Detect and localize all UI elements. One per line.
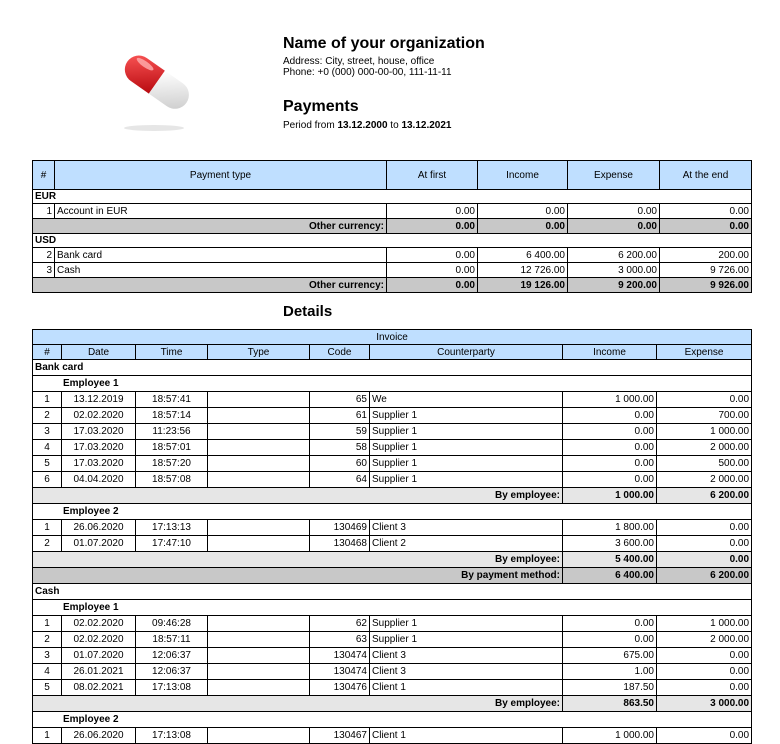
- summary-col-number: #: [33, 161, 55, 190]
- employee-total-row: [33, 696, 752, 712]
- type: [208, 536, 310, 552]
- invoice-super-header: Invoice: [33, 330, 752, 345]
- details-header-row: [33, 345, 752, 360]
- type: [208, 440, 310, 456]
- employee-total-row: [33, 552, 752, 568]
- time: 17:13:13: [136, 520, 208, 536]
- details-row: [33, 392, 752, 408]
- type: [208, 632, 310, 648]
- date: 26.01.2021: [62, 664, 136, 680]
- income: 187.50: [563, 680, 657, 696]
- employee-total-expense: 0.00: [657, 552, 752, 568]
- row-number: 3: [33, 263, 55, 278]
- details-col-counterparty: Counterparty: [370, 345, 563, 360]
- time: 18:57:08: [136, 472, 208, 488]
- currency-label: EUR: [33, 190, 752, 204]
- income-value: 0.00: [478, 204, 568, 219]
- employee-total-label: By employee:: [33, 552, 563, 568]
- employee-total-expense: 3 000.00: [657, 696, 752, 712]
- total-income: 19 126.00: [478, 278, 568, 293]
- row-number: 3: [33, 424, 62, 440]
- summary-row: [33, 204, 752, 219]
- details-row: [33, 456, 752, 472]
- total-at-end: 0.00: [660, 219, 752, 234]
- date: 01.07.2020: [62, 536, 136, 552]
- organization-phone: Phone: +0 (000) 000-00-00, 111-11-11: [283, 67, 452, 78]
- employee-total-income: 1 000.00: [563, 488, 657, 504]
- date: 04.04.2020: [62, 472, 136, 488]
- employee-label: Employee 1: [33, 600, 752, 616]
- date: 26.06.2020: [62, 520, 136, 536]
- at-end-value: 9 726.00: [660, 263, 752, 278]
- employee-row: [33, 712, 752, 728]
- employee-total-label: By employee:: [33, 488, 563, 504]
- expense: 0.00: [657, 392, 752, 408]
- row-number: 1: [33, 728, 62, 744]
- details-col-code: Code: [310, 345, 370, 360]
- summary-col-at-end: At the end: [660, 161, 752, 190]
- counterparty: Supplier 1: [370, 408, 563, 424]
- date: 17.03.2020: [62, 424, 136, 440]
- payment-method-label: Cash: [33, 584, 752, 600]
- payment-method-total-income: 6 400.00: [563, 568, 657, 584]
- at-first-value: 0.00: [387, 204, 478, 219]
- code: 130469: [310, 520, 370, 536]
- expense-value: 3 000.00: [568, 263, 660, 278]
- details-col-type: Type: [208, 345, 310, 360]
- time: 18:57:14: [136, 408, 208, 424]
- details-row: [33, 440, 752, 456]
- counterparty: Client 3: [370, 520, 563, 536]
- summary-row: [33, 263, 752, 278]
- counterparty: We: [370, 392, 563, 408]
- payment-method-total-expense: 6 200.00: [657, 568, 752, 584]
- employee-label: Employee 1: [33, 376, 752, 392]
- expense-value: 6 200.00: [568, 248, 660, 263]
- counterparty: Client 3: [370, 664, 563, 680]
- type: [208, 680, 310, 696]
- at-first-value: 0.00: [387, 263, 478, 278]
- income: 1 800.00: [563, 520, 657, 536]
- total-expense: 9 200.00: [568, 278, 660, 293]
- code: 130474: [310, 664, 370, 680]
- income: 1 000.00: [563, 392, 657, 408]
- currency-total-label: Other currency:: [33, 219, 387, 234]
- details-col-expense: Expense: [657, 345, 752, 360]
- payment-method-total-label: By payment method:: [33, 568, 563, 584]
- employee-total-income: 863.50: [563, 696, 657, 712]
- employee-total-row: [33, 488, 752, 504]
- counterparty: Supplier 1: [370, 616, 563, 632]
- employee-row: [33, 600, 752, 616]
- organization-address: Address: City, street, house, office: [283, 56, 435, 67]
- details-col-income: Income: [563, 345, 657, 360]
- currency-label: USD: [33, 234, 752, 248]
- row-number: 1: [33, 392, 62, 408]
- details-row: [33, 648, 752, 664]
- expense: 500.00: [657, 456, 752, 472]
- total-at-first: 0.00: [387, 278, 478, 293]
- employee-row: [33, 504, 752, 520]
- time: 12:06:37: [136, 648, 208, 664]
- payment-type: Account in EUR: [55, 204, 387, 219]
- expense: 2 000.00: [657, 632, 752, 648]
- type: [208, 728, 310, 744]
- details-row: [33, 472, 752, 488]
- summary-header-row: [33, 161, 752, 190]
- expense: 0.00: [657, 664, 752, 680]
- code: 58: [310, 440, 370, 456]
- row-number: 3: [33, 648, 62, 664]
- total-income: 0.00: [478, 219, 568, 234]
- expense: 2 000.00: [657, 440, 752, 456]
- date: 02.02.2020: [62, 408, 136, 424]
- code: 62: [310, 616, 370, 632]
- time: 09:46:28: [136, 616, 208, 632]
- details-col-number: #: [33, 345, 62, 360]
- time: 17:13:08: [136, 680, 208, 696]
- payment-method-row: [33, 584, 752, 600]
- date: 02.02.2020: [62, 616, 136, 632]
- income-value: 12 726.00: [478, 263, 568, 278]
- at-end-value: 0.00: [660, 204, 752, 219]
- row-number: 1: [33, 616, 62, 632]
- type: [208, 616, 310, 632]
- type: [208, 472, 310, 488]
- counterparty: Supplier 1: [370, 424, 563, 440]
- employee-total-expense: 6 200.00: [657, 488, 752, 504]
- payment-type: Cash: [55, 263, 387, 278]
- expense: 0.00: [657, 680, 752, 696]
- employee-label: Employee 2: [33, 712, 752, 728]
- summary-col-income: Income: [478, 161, 568, 190]
- income: 1.00: [563, 664, 657, 680]
- date: 01.07.2020: [62, 648, 136, 664]
- total-at-end: 9 926.00: [660, 278, 752, 293]
- summary-col-at-first: At first: [387, 161, 478, 190]
- code: 59: [310, 424, 370, 440]
- details-col-date: Date: [62, 345, 136, 360]
- row-number: 2: [33, 248, 55, 263]
- type: [208, 520, 310, 536]
- report-title: Payments: [283, 98, 359, 115]
- code: 130476: [310, 680, 370, 696]
- counterparty: Client 3: [370, 648, 563, 664]
- payment-type: Bank card: [55, 248, 387, 263]
- details-row: [33, 664, 752, 680]
- expense: 0.00: [657, 520, 752, 536]
- total-at-first: 0.00: [387, 219, 478, 234]
- date: 17.03.2020: [62, 456, 136, 472]
- time: 17:13:08: [136, 728, 208, 744]
- employee-label: Employee 2: [33, 504, 752, 520]
- details-super-header-row: [33, 330, 752, 345]
- code: 65: [310, 392, 370, 408]
- code: 130467: [310, 728, 370, 744]
- row-number: 2: [33, 408, 62, 424]
- code: 61: [310, 408, 370, 424]
- employee-total-income: 5 400.00: [563, 552, 657, 568]
- row-number: 2: [33, 632, 62, 648]
- row-number: 4: [33, 664, 62, 680]
- row-number: 5: [33, 680, 62, 696]
- payment-method-row: [33, 360, 752, 376]
- type: [208, 424, 310, 440]
- counterparty: Supplier 1: [370, 632, 563, 648]
- date: 08.02.2021: [62, 680, 136, 696]
- code: 130468: [310, 536, 370, 552]
- income-value: 6 400.00: [478, 248, 568, 263]
- counterparty: Client 2: [370, 536, 563, 552]
- row-number: 1: [33, 204, 55, 219]
- code: 63: [310, 632, 370, 648]
- date: 17.03.2020: [62, 440, 136, 456]
- time: 17:47:10: [136, 536, 208, 552]
- time: 18:57:41: [136, 392, 208, 408]
- date: 26.06.2020: [62, 728, 136, 744]
- report-period: Period from 13.12.2000 to 13.12.2021: [283, 120, 452, 131]
- expense: 1 000.00: [657, 616, 752, 632]
- total-expense: 0.00: [568, 219, 660, 234]
- details-title: Details: [283, 303, 333, 320]
- type: [208, 664, 310, 680]
- organization-name: Name of your organization: [283, 35, 485, 52]
- type: [208, 456, 310, 472]
- row-number: 5: [33, 456, 62, 472]
- details-row: [33, 616, 752, 632]
- code: 64: [310, 472, 370, 488]
- time: 11:23:56: [136, 424, 208, 440]
- income: 0.00: [563, 408, 657, 424]
- details-row: [33, 680, 752, 696]
- employee-total-label: By employee:: [33, 696, 563, 712]
- time: 12:06:37: [136, 664, 208, 680]
- income: 3 600.00: [563, 536, 657, 552]
- date: 13.12.2019: [62, 392, 136, 408]
- income: 675.00: [563, 648, 657, 664]
- counterparty: Supplier 1: [370, 456, 563, 472]
- row-number: 4: [33, 440, 62, 456]
- income: 0.00: [563, 456, 657, 472]
- details-row: [33, 520, 752, 536]
- summary-col-expense: Expense: [568, 161, 660, 190]
- at-end-value: 200.00: [660, 248, 752, 263]
- payment-method-total-row: [33, 568, 752, 584]
- counterparty: Supplier 1: [370, 472, 563, 488]
- income: 0.00: [563, 424, 657, 440]
- details-row: [33, 408, 752, 424]
- details-row: [33, 536, 752, 552]
- currency-total-row: [33, 219, 752, 234]
- expense: 700.00: [657, 408, 752, 424]
- row-number: 1: [33, 520, 62, 536]
- time: 18:57:01: [136, 440, 208, 456]
- details-table: [32, 329, 752, 744]
- summary-col-payment-type: Payment type: [55, 161, 387, 190]
- row-number: 2: [33, 536, 62, 552]
- details-col-time: Time: [136, 345, 208, 360]
- income: 0.00: [563, 440, 657, 456]
- summary-row: [33, 248, 752, 263]
- type: [208, 392, 310, 408]
- type: [208, 648, 310, 664]
- expense: 1 000.00: [657, 424, 752, 440]
- payments-summary-table: [32, 160, 752, 293]
- employee-row: [33, 376, 752, 392]
- details-row: [33, 632, 752, 648]
- time: 18:57:20: [136, 456, 208, 472]
- counterparty: Supplier 1: [370, 440, 563, 456]
- at-first-value: 0.00: [387, 248, 478, 263]
- code: 60: [310, 456, 370, 472]
- logo-pill-icon: [104, 52, 196, 132]
- currency-group-row: [33, 234, 752, 248]
- income: 0.00: [563, 616, 657, 632]
- time: 18:57:11: [136, 632, 208, 648]
- income: 0.00: [563, 632, 657, 648]
- currency-group-row: [33, 190, 752, 204]
- currency-total-label: Other currency:: [33, 278, 387, 293]
- expense: 0.00: [657, 536, 752, 552]
- details-row: [33, 424, 752, 440]
- expense: 0.00: [657, 648, 752, 664]
- payment-method-label: Bank card: [33, 360, 752, 376]
- code: 130474: [310, 648, 370, 664]
- counterparty: Client 1: [370, 728, 563, 744]
- income: 1 000.00: [563, 728, 657, 744]
- type: [208, 408, 310, 424]
- income: 0.00: [563, 472, 657, 488]
- date: 02.02.2020: [62, 632, 136, 648]
- counterparty: Client 1: [370, 680, 563, 696]
- expense: 2 000.00: [657, 472, 752, 488]
- details-row: [33, 728, 752, 744]
- expense: 0.00: [657, 728, 752, 744]
- currency-total-row: [33, 278, 752, 293]
- row-number: 6: [33, 472, 62, 488]
- expense-value: 0.00: [568, 204, 660, 219]
